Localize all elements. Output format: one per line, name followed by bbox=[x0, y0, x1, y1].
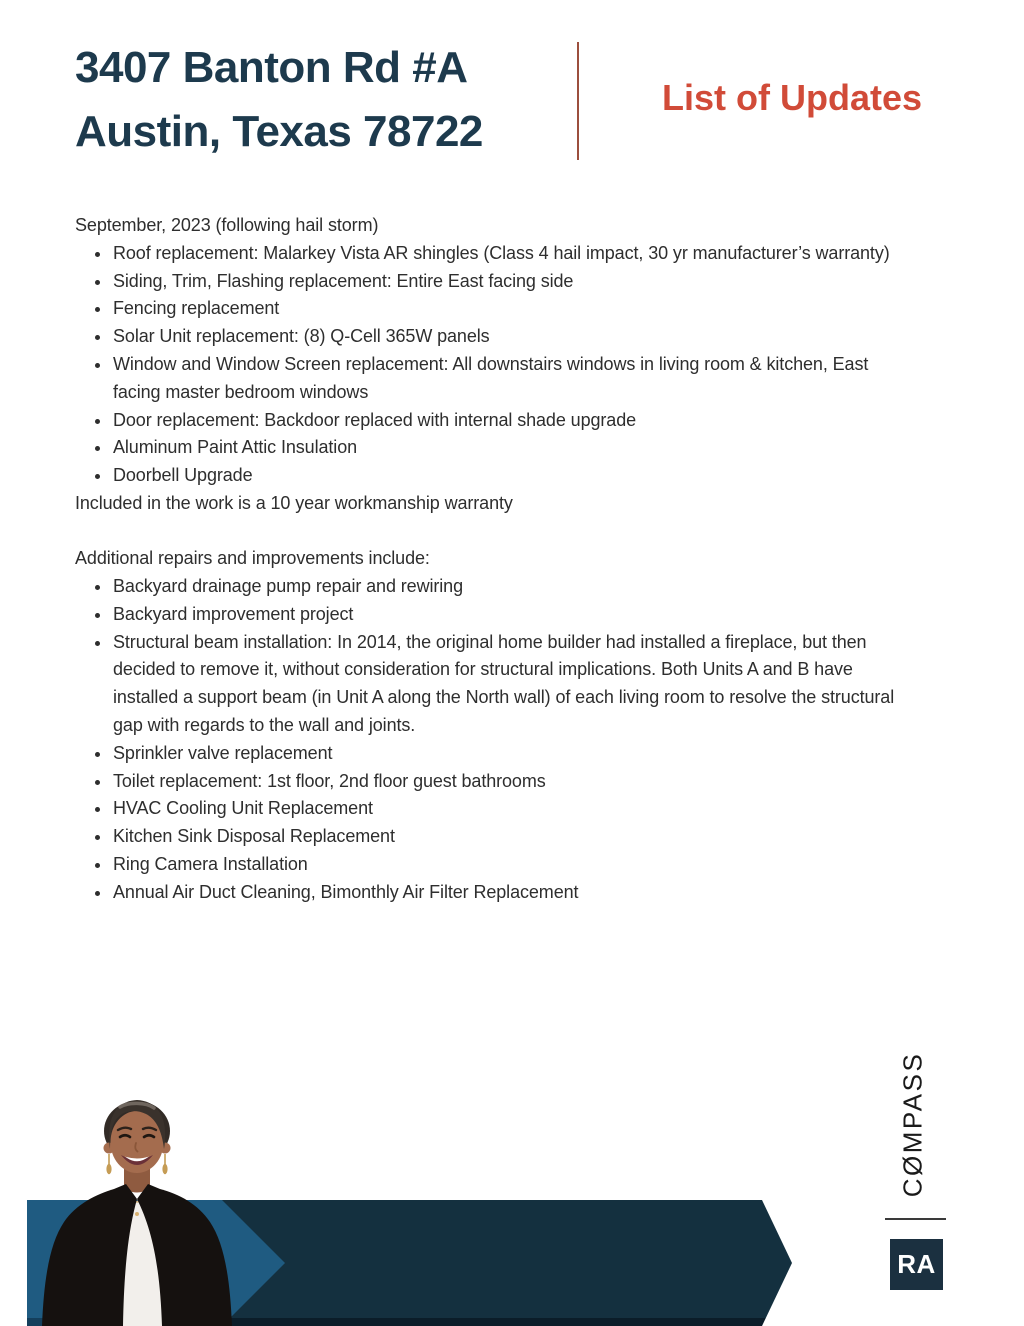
list-item: • Kitchen Sink Disposal Replacement bbox=[112, 823, 905, 851]
address-line-2: Austin, Texas 78722 bbox=[75, 107, 483, 156]
list-item: • Toilet replacement: 1st floor, 2nd floor guest bathrooms bbox=[112, 768, 905, 796]
property-address bbox=[75, 36, 483, 164]
section-heading: Additional repairs and improvements include: bbox=[75, 548, 430, 569]
warranty-note: Included in the work is a 10 year workmanship warranty bbox=[75, 492, 513, 513]
update-list-hail-storm bbox=[75, 240, 905, 490]
ra-logo-text: RA bbox=[897, 1249, 936, 1279]
footer-banner-dark-arrow bbox=[220, 1200, 792, 1326]
list-item: • Solar Unit replacement: (8) Q-Cell 365W panels bbox=[112, 323, 905, 351]
update-list-additional bbox=[75, 573, 905, 907]
compass-wordmark: CØMPASS bbox=[897, 1051, 928, 1197]
list-item: • Backyard improvement project bbox=[112, 601, 905, 629]
list-item: • Fencing replacement bbox=[112, 295, 905, 323]
list-item: • Roof replacement: Malarkey Vista AR shingles (Class 4 hail impact, 30 yr manufacturer’s warranty) bbox=[112, 240, 905, 268]
list-item: • Ring Camera Installation bbox=[112, 851, 905, 879]
list-item: • Aluminum Paint Attic Insulation bbox=[112, 434, 905, 462]
section-hail-storm bbox=[75, 212, 905, 518]
list-item: • HVAC Cooling Unit Replacement bbox=[112, 795, 905, 823]
document-title: List of Updates bbox=[661, 77, 922, 118]
list-item: • Backyard drainage pump repair and rewiring bbox=[112, 573, 905, 601]
list-item: • Doorbell Upgrade bbox=[112, 462, 905, 490]
updates-content bbox=[75, 212, 905, 907]
section-additional-repairs bbox=[75, 545, 905, 906]
address-line-1: 3407 Banton Rd #A bbox=[75, 43, 468, 92]
list-item: • Sprinkler valve replacement bbox=[112, 740, 905, 768]
compass-logo bbox=[880, 1048, 946, 1200]
list-item: • Window and Window Screen replacement: All downstairs windows in living room & kitchen, East facing master bedroom windows bbox=[112, 351, 905, 407]
agent-photo bbox=[40, 1091, 250, 1326]
ra-logo bbox=[890, 1239, 943, 1290]
list-item: • Siding, Trim, Flashing replacement: Entire East facing side bbox=[112, 268, 905, 296]
list-item: • Annual Air Duct Cleaning, Bimonthly Air Filter Replacement bbox=[112, 879, 905, 907]
logo-divider bbox=[885, 1218, 946, 1220]
list-item: • Door replacement: Backdoor replaced with internal shade upgrade bbox=[112, 407, 905, 435]
section-heading: September, 2023 (following hail storm) bbox=[75, 215, 379, 235]
list-item: • Structural beam installation: In 2014, the original home builder had installed a fireplace, but then decided to remove it, without consideration for structural implications. Both Units A and B have installed a support beam (in Unit A along the North wall) of each living room to resolve the structural gap with regards to the wall and joints. bbox=[112, 629, 905, 740]
